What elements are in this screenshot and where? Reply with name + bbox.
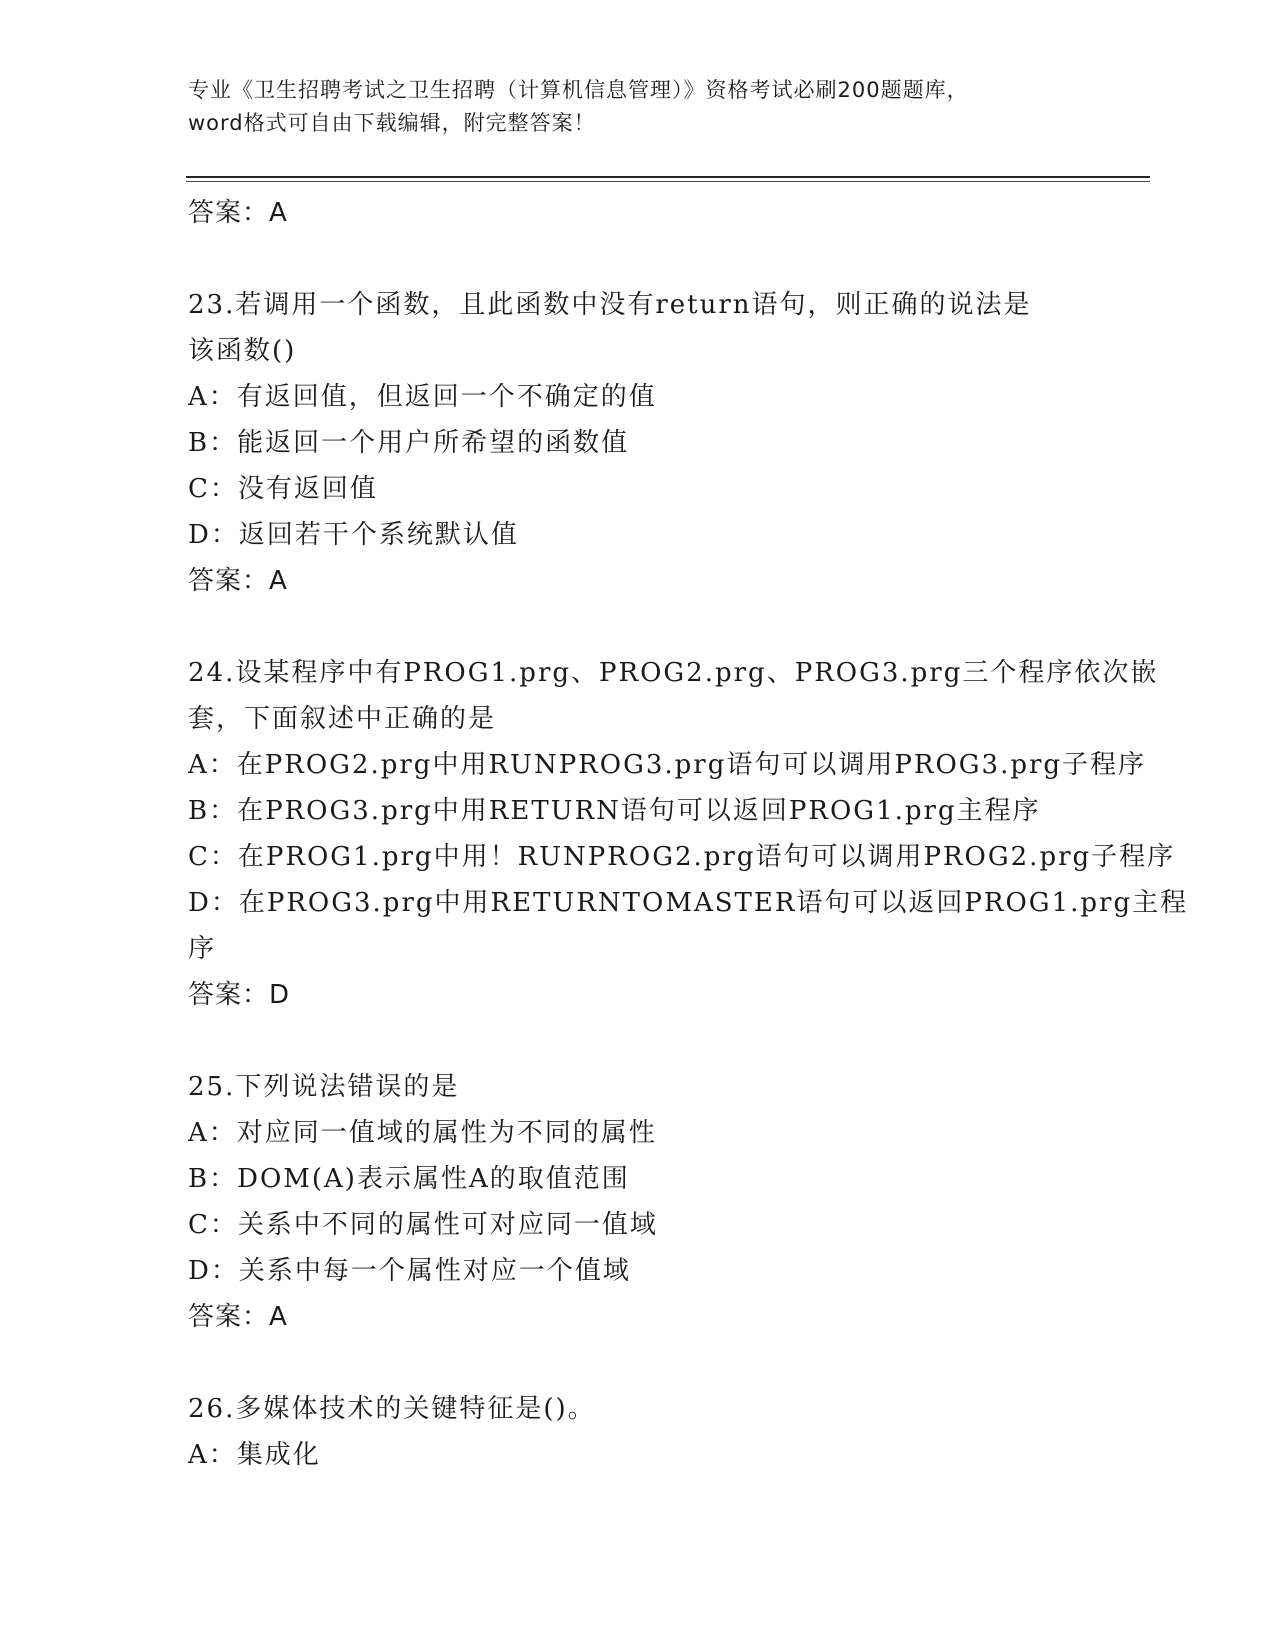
option-b: B：在PROG3.prg中用RETURN语句可以返回PROG1.prg主程序 [188,796,1041,826]
answer-line: 答案：D [188,980,291,1010]
question-24 [188,650,1189,1018]
spacer [188,1018,1088,1064]
option-c: C：关系中不同的属性可对应同一值域 [188,1210,658,1240]
question-stem: 26.多媒体技术的关键特征是()。 [188,1394,596,1424]
option-c: C：在PROG1.prg中用！RUNPROG2.prg语句可以调用PROG2.prg子程序 [188,842,1176,872]
question-list [188,190,1189,1478]
spacer [188,236,1088,282]
option-a: A：在PROG2.prg中用RUNPROG3.prg语句可以调用PROG3.prg子程序 [188,750,1147,780]
question-stem: 25.下列说法错误的是 [188,1072,460,1102]
question-stem: 24.设某程序中有PROG1.prg、PROG2.prg、PROG3.prg三个程序依次嵌 [188,658,1159,688]
header-line-1: 专业《卫生招聘考试之卫生招聘（计算机信息管理）》资格考试必刷200题题库， [188,78,969,102]
document-header [188,74,1088,140]
question-26 [188,1386,1088,1478]
header-line-2: word格式可自由下载编辑，附完整答案！ [188,111,596,135]
option-d-continued: 序 [188,934,217,964]
option-b: B：DOM(A)表示属性A的取值范围 [188,1164,630,1194]
answer-line: 答案：A [188,198,288,228]
option-a: A：对应同一值域的属性为不同的属性 [188,1118,657,1148]
option-d: D：在PROG3.prg中用RETURNTOMASTER语句可以返回PROG1.prg主程 [188,888,1189,918]
question-stem: 该函数() [188,336,297,366]
option-d: D：返回若干个系统默认值 [188,520,519,550]
option-c: C：没有返回值 [188,474,378,504]
spacer [188,604,1088,650]
question-stem: 23.若调用一个函数，且此函数中没有return语句，则正确的说法是 [188,290,1032,320]
option-a: A：有返回值，但返回一个不确定的值 [188,382,657,412]
option-b: B：能返回一个用户所希望的函数值 [188,428,630,458]
answer-line: 答案：A [188,1302,288,1332]
answer-line: 答案：A [188,566,288,596]
question-25 [188,1064,1088,1340]
header-divider-thin [186,181,1150,182]
header-divider [186,176,1150,178]
question-stem: 套，下面叙述中正确的是 [188,704,497,734]
option-a: A：集成化 [188,1440,321,1470]
question-23 [188,282,1088,604]
spacer [188,1340,1088,1386]
option-d: D：关系中每一个属性对应一个值域 [188,1256,631,1286]
